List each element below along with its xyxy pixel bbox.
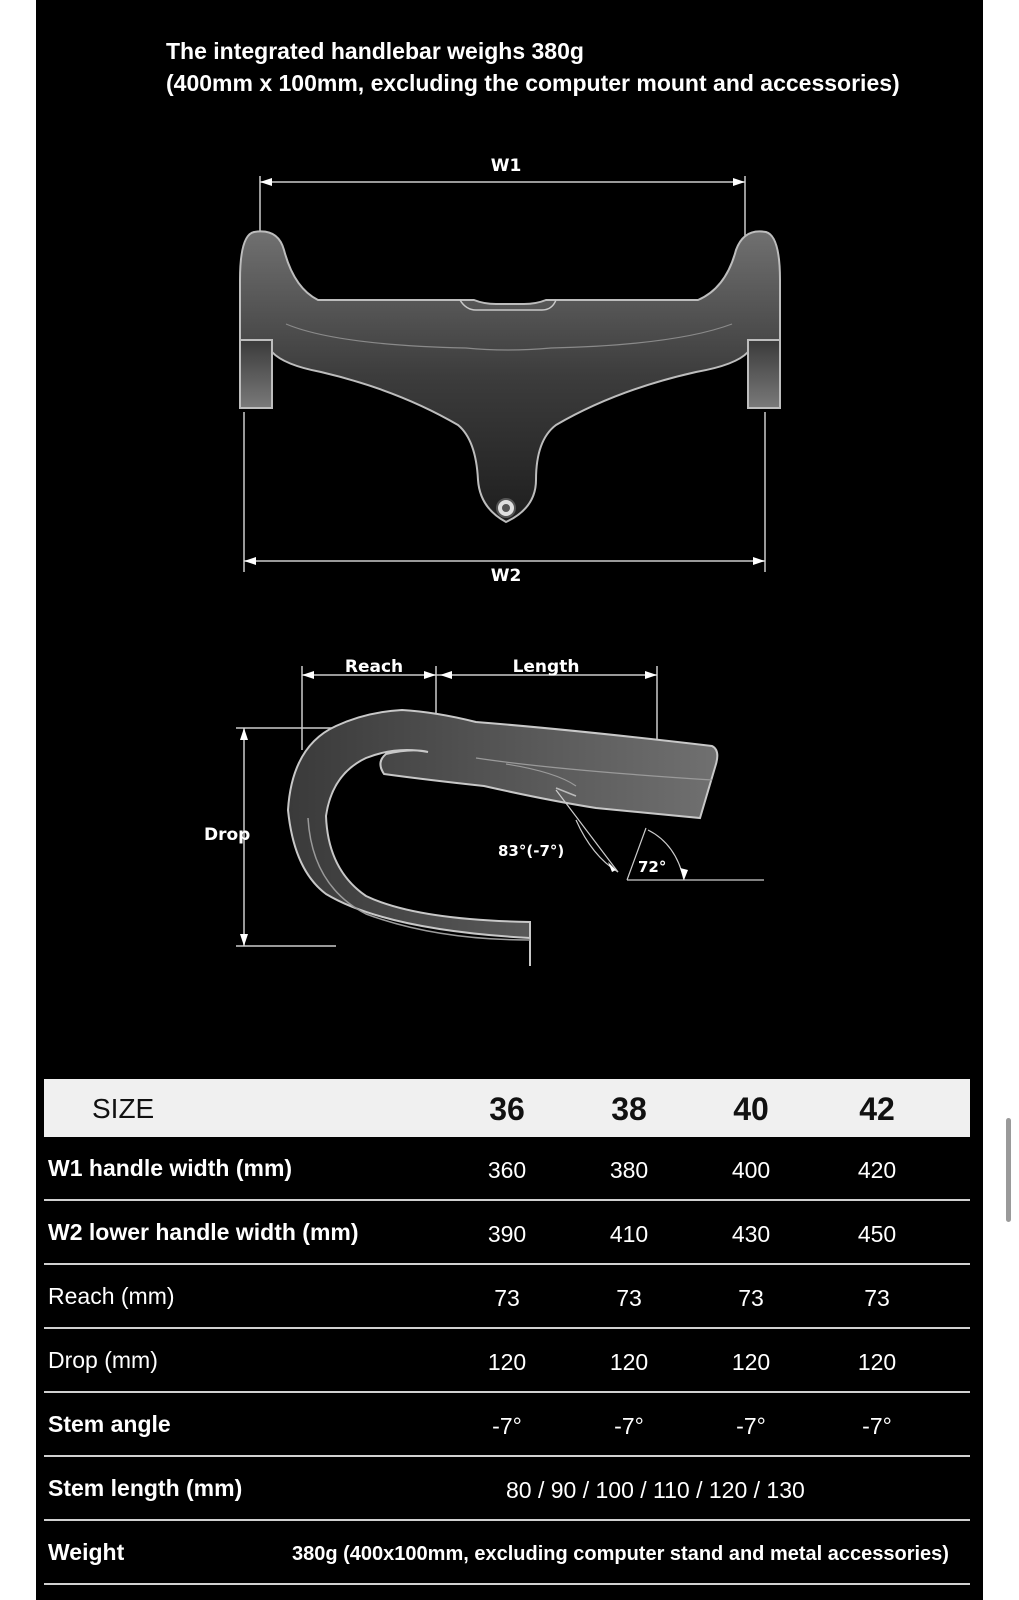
cell: 450 (857, 1221, 897, 1247)
stem-length-values: 80 / 90 / 100 / 110 / 120 / 130 (506, 1477, 805, 1503)
cell: 73 (864, 1285, 890, 1311)
cell: 73 (494, 1285, 520, 1311)
cell: -7° (492, 1413, 522, 1439)
cell: 73 (738, 1285, 764, 1311)
cell: 420 (857, 1157, 897, 1183)
cell: 380 (609, 1157, 649, 1183)
cell: 120 (731, 1349, 771, 1375)
w2-label: W2 (490, 566, 522, 586)
cell: 360 (487, 1157, 527, 1183)
row-label: Reach (mm) (48, 1283, 175, 1309)
cell: 430 (731, 1221, 771, 1247)
table-row-w1 (44, 1137, 970, 1201)
cell: -7° (862, 1413, 892, 1439)
length-label: Length (512, 657, 580, 677)
size-40: 40 (733, 1091, 769, 1127)
angle-83-label: 83°(-7°) (498, 842, 565, 860)
product-spec-panel (36, 0, 983, 1600)
cell: 73 (616, 1285, 642, 1311)
table-row-stem-length (44, 1457, 970, 1521)
header-line-2: (400mm x 100mm, excluding the computer mount and accessories) (166, 70, 900, 96)
table-row-w2 (44, 1201, 970, 1265)
table-row-weight (44, 1521, 970, 1585)
row-label: W1 handle width (mm) (48, 1155, 293, 1181)
weight-value: 380g (400x100mm, excluding computer stand and metal accessories) (292, 1543, 949, 1565)
cell: -7° (614, 1413, 644, 1439)
row-label: Stem angle (48, 1411, 171, 1437)
cell: 120 (487, 1349, 527, 1375)
row-label: W2 lower handle width (mm) (48, 1219, 359, 1245)
table-row-drop (44, 1329, 970, 1393)
table-row-stem-angle (44, 1393, 970, 1457)
row-label: Stem length (mm) (48, 1475, 243, 1501)
size-header-bar (44, 1079, 970, 1137)
cell: 400 (731, 1157, 771, 1183)
side-profile-shape (288, 710, 717, 966)
table-row-reach (44, 1265, 970, 1329)
handlebar-shape (240, 231, 780, 522)
drop-label: Drop (204, 825, 251, 845)
cell: -7° (736, 1413, 766, 1439)
w1-dimension (260, 176, 745, 258)
handlebar-side-view (36, 650, 983, 1000)
size-header-label: SIZE (92, 1093, 155, 1124)
handlebar-top-view (36, 140, 983, 600)
cell: 120 (857, 1349, 897, 1375)
spec-table (44, 1079, 970, 1585)
cell: 390 (487, 1221, 527, 1247)
page-scrollbar[interactable] (1006, 1118, 1011, 1222)
header-line-1: The integrated handlebar weighs 380g (166, 38, 584, 64)
size-36: 36 (489, 1091, 525, 1127)
angle-72-label: 72° (638, 858, 667, 876)
reach-label: Reach (344, 657, 404, 677)
cell: 120 (609, 1349, 649, 1375)
w1-label: W1 (490, 156, 522, 176)
row-label: Weight (48, 1539, 125, 1565)
size-42: 42 (859, 1091, 895, 1127)
cell: 410 (609, 1221, 649, 1247)
row-label: Drop (mm) (48, 1347, 158, 1373)
size-38: 38 (611, 1091, 647, 1127)
